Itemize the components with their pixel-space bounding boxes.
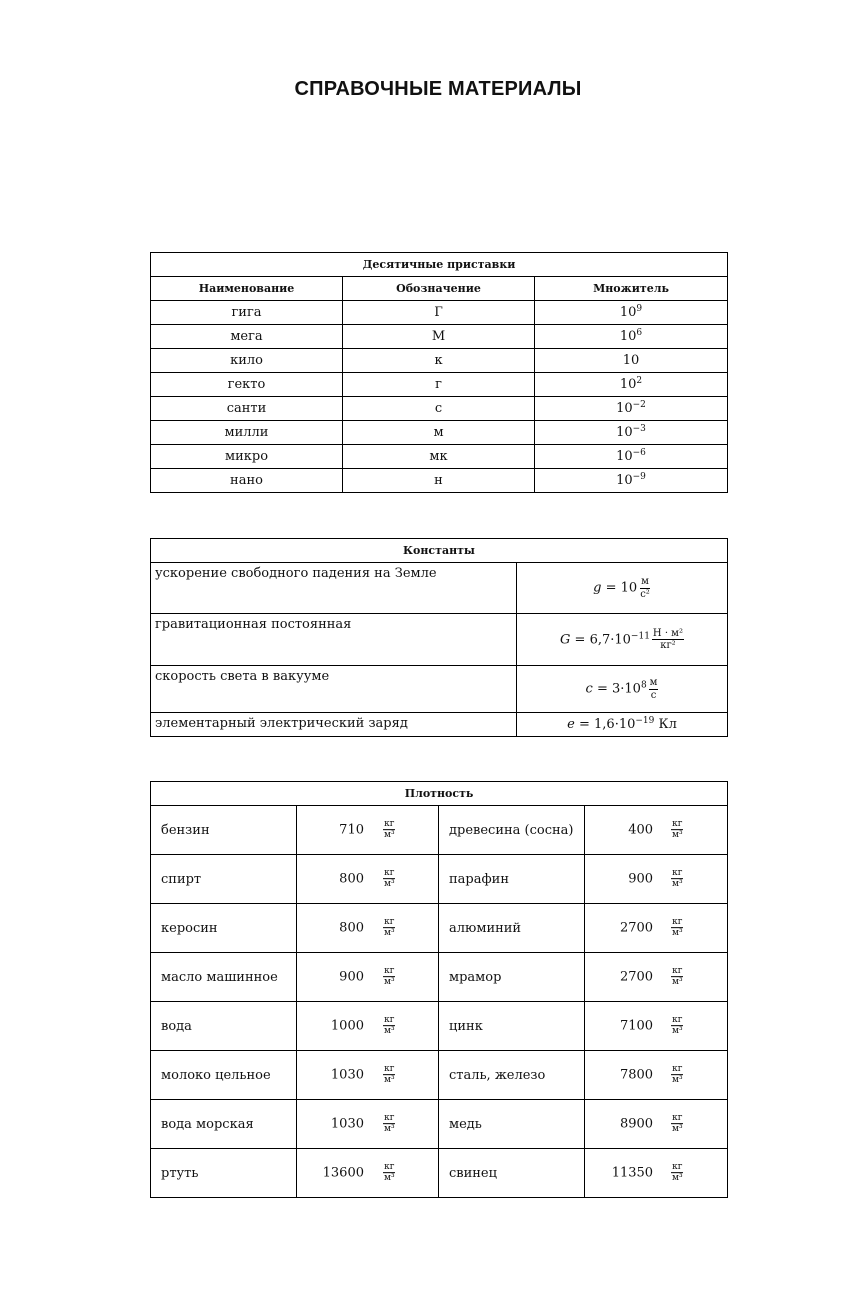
prefix-multiplier — [535, 301, 728, 325]
density-row — [151, 806, 728, 855]
unit-denominator: м³ — [384, 879, 395, 890]
prefix-symbol: н — [343, 469, 535, 493]
prefix-row — [151, 349, 728, 373]
density-unit — [669, 966, 684, 988]
density-value-cell — [297, 1149, 439, 1198]
density-row — [151, 1002, 728, 1051]
prefix-name: гига — [151, 301, 343, 325]
unit-numerator: кг — [672, 1064, 683, 1075]
density-value-cell — [585, 855, 728, 904]
unit-fraction — [671, 819, 684, 841]
material-name: медь — [439, 1100, 585, 1149]
constant-number: = 6,7·10 — [570, 632, 631, 647]
multiplier-base: 10 — [619, 329, 637, 344]
unit-fraction — [383, 1064, 396, 1086]
density-value-cell — [297, 904, 439, 953]
unit-denominator: м³ — [384, 1075, 395, 1086]
prefix-name: милли — [151, 421, 343, 445]
density-unit — [381, 868, 396, 890]
density-value-cell — [297, 953, 439, 1002]
prefix-symbol: с — [343, 397, 535, 421]
material-name: мрамор — [439, 953, 585, 1002]
unit-numerator: кг — [384, 1064, 395, 1075]
multiplier-exponent: −6 — [632, 448, 646, 458]
constant-value — [517, 563, 728, 614]
constant-symbol: g — [593, 580, 602, 596]
unit-denominator: с — [650, 689, 657, 701]
density-value-cell — [585, 806, 728, 855]
constant-value — [517, 666, 728, 713]
multiplier-exponent: −9 — [632, 472, 646, 482]
multiplier-base: 10 — [619, 377, 637, 392]
unit-denominator: кг² — [660, 640, 676, 651]
constants-table — [150, 538, 728, 737]
unit-fraction — [383, 1113, 396, 1135]
unit-fraction — [383, 966, 396, 988]
prefix-symbol: мк — [343, 445, 535, 469]
prefix-row — [151, 469, 728, 493]
material-name: вода — [151, 1002, 297, 1051]
density-unit — [381, 966, 396, 988]
unit-denominator: с² — [640, 588, 650, 600]
density-unit — [381, 917, 396, 939]
material-name: масло машинное — [151, 953, 297, 1002]
unit-fraction — [671, 966, 684, 988]
density-unit — [381, 1162, 396, 1184]
unit-fraction — [671, 917, 684, 939]
unit-denominator: м³ — [384, 977, 395, 988]
unit-numerator: кг — [384, 868, 395, 879]
density-value: 8900 — [619, 1116, 654, 1132]
prefix-row — [151, 373, 728, 397]
constant-exponent: −19 — [635, 716, 655, 726]
constant-symbol: G — [560, 632, 571, 647]
prefix-name: кило — [151, 349, 343, 373]
multiplier-exponent: 9 — [636, 304, 643, 314]
density-unit — [669, 1015, 684, 1037]
unit-denominator: м³ — [384, 1124, 395, 1135]
constant-name: скорость света в вакууме — [151, 666, 517, 713]
unit-numerator: кг — [672, 868, 683, 879]
constant-name: элементарный электрический заряд — [151, 713, 517, 737]
unit-fraction — [383, 868, 396, 890]
unit-denominator: м³ — [672, 830, 683, 841]
unit-denominator: м³ — [672, 1026, 683, 1037]
density-value-cell — [297, 806, 439, 855]
density-value-cell — [297, 1002, 439, 1051]
density-unit — [381, 1064, 396, 1086]
constants-caption: Константы — [151, 539, 728, 563]
multiplier-base: 10 — [616, 473, 633, 488]
prefix-row — [151, 421, 728, 445]
multiplier-exponent: 2 — [636, 376, 643, 386]
unit-fraction — [383, 1015, 396, 1037]
material-name: бензин — [151, 806, 297, 855]
density-value-cell — [585, 1002, 728, 1051]
material-name: спирт — [151, 855, 297, 904]
unit-fraction — [639, 576, 651, 600]
density-unit — [381, 1015, 396, 1037]
constant-row — [151, 614, 728, 666]
prefix-multiplier — [535, 445, 728, 469]
unit-fraction — [383, 1162, 396, 1184]
multiplier-base: 10 — [616, 401, 633, 416]
density-table — [150, 781, 728, 1198]
prefix-symbol: Г — [343, 301, 535, 325]
column-header: Обозначение — [343, 277, 535, 301]
constant-value — [517, 614, 728, 666]
material-name: ртуть — [151, 1149, 297, 1198]
unit-fraction — [671, 1064, 684, 1086]
density-unit — [381, 1113, 396, 1135]
density-value: 400 — [628, 822, 654, 838]
multiplier-exponent: 6 — [636, 328, 643, 338]
density-value-cell — [297, 855, 439, 904]
density-unit — [669, 1113, 684, 1135]
prefix-symbol: к — [343, 349, 535, 373]
unit-denominator: м³ — [672, 1173, 683, 1184]
density-unit — [669, 819, 684, 841]
material-name: алюминий — [439, 904, 585, 953]
prefix-name: микро — [151, 445, 343, 469]
density-value: 13600 — [322, 1165, 364, 1181]
unit-numerator: м — [641, 576, 649, 587]
constant-exponent: −11 — [630, 631, 650, 641]
unit-denominator: м³ — [672, 879, 683, 890]
material-name: древесина (сосна) — [439, 806, 585, 855]
constant-number: = 1,6·10 — [574, 717, 636, 732]
multiplier-base: 10 — [616, 449, 633, 464]
prefix-multiplier — [535, 397, 728, 421]
multiplier-base: 10 — [622, 353, 640, 368]
unit-fraction — [383, 917, 396, 939]
unit-fraction — [671, 1113, 684, 1135]
constant-symbol: c — [585, 681, 593, 697]
prefix-symbol: М — [343, 325, 535, 349]
unit-fraction — [671, 1015, 684, 1037]
unit-fraction — [649, 677, 659, 701]
material-name: цинк — [439, 1002, 585, 1051]
unit-numerator: кг — [384, 1162, 395, 1173]
constant-number: = 3·10 — [592, 681, 641, 697]
multiplier-exponent: −3 — [632, 424, 646, 434]
prefixes-caption: Десятичные приставки — [151, 253, 728, 277]
prefix-symbol: м — [343, 421, 535, 445]
density-value: 900 — [339, 969, 364, 985]
density-unit — [669, 868, 684, 890]
density-value: 1030 — [330, 1116, 364, 1132]
density-row — [151, 1149, 728, 1198]
prefix-multiplier — [535, 421, 728, 445]
unit-numerator: кг — [672, 1162, 683, 1173]
density-value: 800 — [339, 871, 364, 887]
prefix-multiplier — [535, 469, 728, 493]
density-value: 710 — [339, 822, 364, 838]
density-value: 2700 — [619, 969, 654, 985]
density-value-cell — [297, 1100, 439, 1149]
constant-name: ускорение свободного падения на Земле — [151, 563, 517, 614]
unit-numerator: кг — [672, 1015, 683, 1026]
density-value: 11350 — [611, 1165, 654, 1181]
density-value: 7800 — [619, 1067, 654, 1083]
prefix-row — [151, 445, 728, 469]
prefixes-header-row — [151, 277, 728, 301]
material-name: парафин — [439, 855, 585, 904]
unit-numerator: кг — [672, 917, 683, 928]
prefix-row — [151, 397, 728, 421]
unit-numerator: Н · м² — [652, 627, 683, 639]
unit-denominator: м³ — [384, 1173, 395, 1184]
constant-exponent: 8 — [640, 680, 647, 691]
constant-value — [517, 713, 728, 737]
material-name: свинец — [439, 1149, 585, 1198]
unit-numerator: кг — [384, 819, 395, 830]
unit-fraction — [671, 1162, 684, 1184]
density-value-cell — [297, 1051, 439, 1100]
unit-fraction — [383, 819, 396, 841]
constant-symbol: e — [567, 717, 575, 732]
density-row — [151, 855, 728, 904]
unit-numerator: м — [649, 677, 658, 688]
constant-number: = 10 — [601, 580, 638, 596]
density-value: 1000 — [330, 1018, 364, 1034]
prefix-symbol: г — [343, 373, 535, 397]
density-value: 800 — [339, 920, 364, 936]
unit-numerator: кг — [384, 1015, 395, 1026]
density-row — [151, 953, 728, 1002]
unit-fraction — [671, 868, 684, 890]
material-name: молоко цельное — [151, 1051, 297, 1100]
material-name: керосин — [151, 904, 297, 953]
column-header: Наименование — [151, 277, 343, 301]
prefix-name: мега — [151, 325, 343, 349]
column-header: Множитель — [535, 277, 728, 301]
unit-denominator: м³ — [384, 830, 395, 841]
unit-denominator: м³ — [672, 977, 683, 988]
multiplier-exponent: −2 — [632, 400, 646, 410]
density-caption: Плотность — [151, 782, 728, 806]
unit-denominator: м³ — [672, 928, 683, 939]
constant-row — [151, 666, 728, 713]
unit-numerator: кг — [384, 966, 395, 977]
density-value: 7100 — [619, 1018, 654, 1034]
prefix-multiplier — [535, 373, 728, 397]
density-value-cell — [585, 904, 728, 953]
prefix-name: санти — [151, 397, 343, 421]
density-value: 900 — [628, 871, 654, 887]
prefix-multiplier — [535, 325, 728, 349]
unit-denominator: м³ — [672, 1124, 683, 1135]
density-row — [151, 1051, 728, 1100]
unit-denominator: м³ — [384, 928, 395, 939]
prefix-name: нано — [151, 469, 343, 493]
unit-denominator: м³ — [384, 1026, 395, 1037]
density-value-cell — [585, 1149, 728, 1198]
constant-row — [151, 713, 728, 737]
prefix-multiplier — [535, 349, 728, 373]
density-value-cell — [585, 1100, 728, 1149]
prefix-name: гекто — [151, 373, 343, 397]
unit-numerator: кг — [384, 1113, 395, 1124]
constant-row — [151, 563, 728, 614]
material-name: сталь, железо — [439, 1051, 585, 1100]
multiplier-base: 10 — [616, 425, 633, 440]
density-unit — [669, 917, 684, 939]
density-row — [151, 1100, 728, 1149]
density-unit — [381, 819, 396, 841]
unit-numerator: кг — [672, 819, 683, 830]
unit-numerator: кг — [672, 1113, 683, 1124]
prefix-row — [151, 325, 728, 349]
density-value-cell — [585, 953, 728, 1002]
prefixes-table — [150, 252, 728, 493]
prefix-row — [151, 301, 728, 325]
density-unit — [669, 1162, 684, 1184]
unit-numerator: кг — [384, 917, 395, 928]
density-value-cell — [585, 1051, 728, 1100]
density-unit — [669, 1064, 684, 1086]
material-name: вода морская — [151, 1100, 297, 1149]
unit-fraction — [652, 628, 684, 652]
constant-name: гравитационная постоянная — [151, 614, 517, 666]
unit-numerator: кг — [672, 966, 683, 977]
multiplier-base: 10 — [619, 305, 637, 320]
density-row — [151, 904, 728, 953]
unit-denominator: м³ — [672, 1075, 683, 1086]
constant-unit: Кл — [654, 717, 677, 732]
density-value: 2700 — [619, 920, 654, 936]
page-title: СПРАВОЧНЫЕ МАТЕРИАЛЫ — [294, 78, 582, 100]
density-value: 1030 — [330, 1067, 364, 1083]
